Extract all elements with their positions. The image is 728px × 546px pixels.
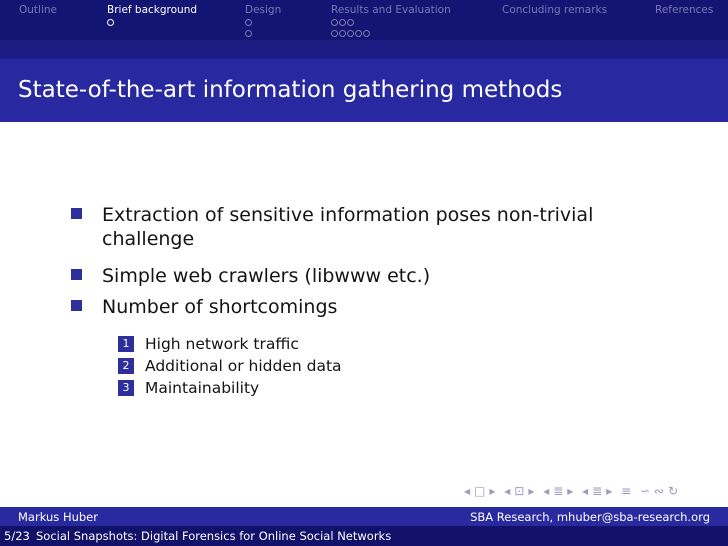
bullet-item: Number of shortcomings [102,296,338,318]
footer-author-bar [0,507,728,526]
nav-section-label: Outline [19,4,57,16]
bullet-item: Extraction of sensitive information poses non-trivial challenge [102,204,594,250]
enumeration-item: Additional or hidden data [145,357,342,375]
nav-section-label: Concluding remarks [502,4,608,16]
enumeration-item: Maintainability [145,379,260,397]
enumeration-number: 2 [118,358,134,374]
beamer-navigation-symbols [464,484,682,498]
section-icon[interactable]: ≣ [592,484,604,498]
footer-author: Markus Huber [18,510,98,524]
prev-slide-icon[interactable]: ◂ [464,484,472,498]
subsection-icon[interactable]: ≣ [553,484,565,498]
prev-section-icon[interactable]: ◂ [582,484,590,498]
bullet-item: Simple web crawlers (libwww etc.) [102,265,431,287]
bullet-square-icon [71,300,82,311]
nav-section-label: Brief background [107,4,198,16]
footer-affiliation: SBA Research, mhuber@sba-research.org [470,510,710,524]
document-icon[interactable]: ≡ [621,484,633,498]
frame-title: State-of-the-art information gathering methods [18,77,563,103]
enumeration-item: High network traffic [145,335,299,353]
search-icon[interactable]: ↻ [668,484,680,498]
prev-frame-icon[interactable]: ◂ [504,484,512,498]
forward-icon[interactable]: ∾ [654,484,666,498]
slide-icon[interactable]: □ [474,484,487,498]
enumeration-number: 3 [118,380,134,396]
nav-section-label: Results and Evaluation [331,4,451,16]
enumeration-number: 1 [118,336,134,352]
next-subsection-icon[interactable]: ▸ [567,484,575,498]
footer-page-number: 5/23 [4,529,30,543]
bullet-square-icon [71,269,82,280]
prev-subsection-icon[interactable]: ◂ [543,484,551,498]
nav-section-label: References [655,4,714,16]
footer-title-bar [0,526,728,546]
next-slide-icon[interactable]: ▸ [489,484,497,498]
nav-section-label: Design [245,4,282,16]
back-icon[interactable]: ∽ [639,484,652,498]
next-section-icon[interactable]: ▸ [606,484,614,498]
next-frame-icon[interactable]: ▸ [528,484,536,498]
frame-icon[interactable]: ⊡ [514,484,526,498]
footer-short-title: Social Snapshots: Digital Forensics for Online Social Networks [36,529,392,543]
bullet-square-icon [71,208,82,219]
